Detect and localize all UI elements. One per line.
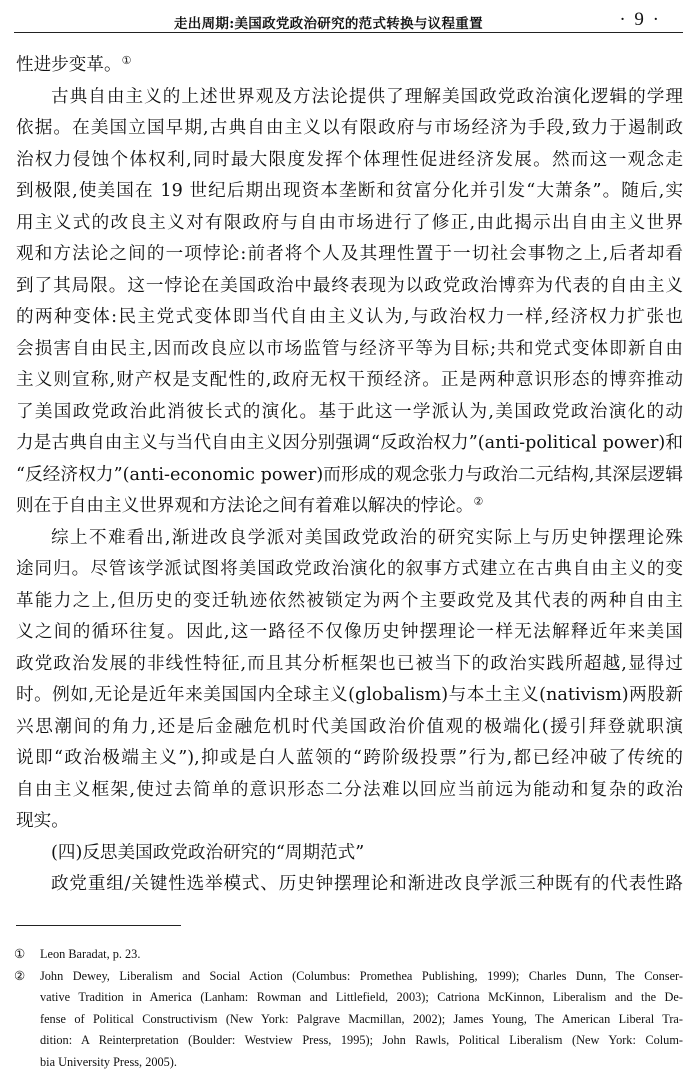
body-text <box>16 50 683 901</box>
text-line: 会损害自由民主,因而改良应以市场监管与经济平等为目标;共和党式变体即新自由 <box>16 338 683 359</box>
text-line: 到了其局限。这一悖论在美国政治中最终表现为以政党政治博弈为代表的自由主义 <box>16 275 683 296</box>
paragraph-start-line: 古典自由主义的上述世界观及方法论提供了理解美国政党政治演化逻辑的学理 <box>51 86 683 107</box>
running-header-title: 走出周期:美国政党政治研究的范式转换与议程重置 <box>174 16 483 32</box>
text-line: 主义则宣称,财产权是支配性的,政府无权干预经济。正是两种意识形态的博弈推动 <box>16 370 683 390</box>
footnote-ref-1: ① <box>121 54 132 67</box>
text-line: 义之间的循环往复。因此,这一路径不仅像历史钟摆理论一样无法解释近年来美国 <box>16 622 683 642</box>
text-line: 用主义式的改良主义对有限政府与自由市场进行了修正,由此揭示出自由主义世界 <box>16 212 683 233</box>
footnote-1: ① Leon Baradat, p. 23. <box>14 944 683 966</box>
text-line: 了美国政党政治此消彼长式的演化。基于此这一学派认为,美国政党政治演化的动 <box>16 401 683 422</box>
footnote-divider <box>16 925 181 926</box>
text-line: 依据。在美国立国早期,古典自由主义以有限政府与市场经济为手段,致力于遏制政 <box>16 118 683 138</box>
text-line: “反经济权力”(anti-economic power)而形成的观念张力与政治二元结构,其深层逻辑 <box>16 464 683 485</box>
text-line: 说即“政治极端主义”),抑或是白人蓝领的“跨阶级投票”行为,都已经冲破了传统的 <box>16 748 683 768</box>
text-line: 革能力之上,但历史的变迁轨迹依然被锁定为两个主要政党及其代表的两种自由主 <box>16 590 683 611</box>
text-line: 政党政治发展的非线性特征,而且其分析框架也已被当下的政治实践所超越,显得过 <box>16 653 683 674</box>
text-line: 的两种变体:民主党式变体即当代自由主义认为,与政治权力一样,经济权力扩张也 <box>16 307 683 327</box>
footnote-line: vative Tradition in America (Lanham: Rowman and Littlefield, 2003); Catriona McKinnon, Liberalism and the De- <box>40 990 683 1004</box>
text-line: 途同归。尽管该学派试图将美国政党政治演化的叙事方式建立在古典自由主义的变 <box>16 559 683 579</box>
footnote-line: bia University Press, 2005). <box>40 1054 177 1069</box>
footnote-2: ② John Dewey, Liberalism and Social Action (Columbus: Promethea Publishing, 1999); Charles Dunn, The Conser- <box>14 966 683 988</box>
footnote-line: dition: A Reinterpretation (Boulder: Westview Press, 1995); John Rawls, Political Liberalism (New York: Colum- <box>40 1033 683 1047</box>
text-line: 性进步变革。① <box>16 54 132 75</box>
text-line: 到极限,使美国在 19 世纪后期出现资本垄断和贫富分化并引发“大萧条”。随后,实 <box>16 181 683 201</box>
text-line: 治权力侵蚀个体权利,同时最大限度发挥个体理性促进经济发展。然而这一观念走 <box>16 149 683 170</box>
text-line: 时。例如,无论是近年来美国国内全球主义(globalism)与本土主义(nativism)两股新 <box>16 685 683 705</box>
text-line: 现实。 <box>16 811 69 831</box>
running-header <box>14 6 683 33</box>
text-line: 力是古典自由主义与当代自由主义因分别强调“反政治权力”(anti-political power)和 <box>16 433 683 453</box>
footnotes <box>14 944 683 1073</box>
footnote-ref-2: ② <box>473 495 484 508</box>
paragraph-start-line: 政党重组/关键性选举模式、历史钟摆理论和渐进改良学派三种既有的代表性路 <box>51 874 683 894</box>
footnote-line: fense of Political Constructivism (New York: Palgrave Macmillan, 2002); James Young, The American Liberal Tra- <box>40 1011 683 1026</box>
page-number: · 9 · <box>619 9 661 30</box>
footnote-mark: ② <box>14 968 26 983</box>
text-line: 兴思潮间的角力,还是后金融危机时代美国政治价值观的极端化(援引拜登就职演 <box>16 716 683 737</box>
footnote-mark: ① <box>14 947 26 961</box>
text-line: 则在于自由主义世界观和方法论之间有着难以解决的悖论。② <box>16 495 484 516</box>
paragraph-start-line: 综上不难看出,渐进改良学派对美国政党政治的研究实际上与历史钟摆理论殊 <box>51 527 683 548</box>
text-line: 自由主义框架,使过去简单的意识形态二分法难以回应当前远为能动和复杂的政治 <box>16 779 683 800</box>
section-heading: (四)反思美国政党政治研究的“周期范式” <box>51 842 365 863</box>
text-line: 观和方法论之间的一项悖论:前者将个人及其理性置于一切社会事物之上,后者却看 <box>16 244 683 264</box>
